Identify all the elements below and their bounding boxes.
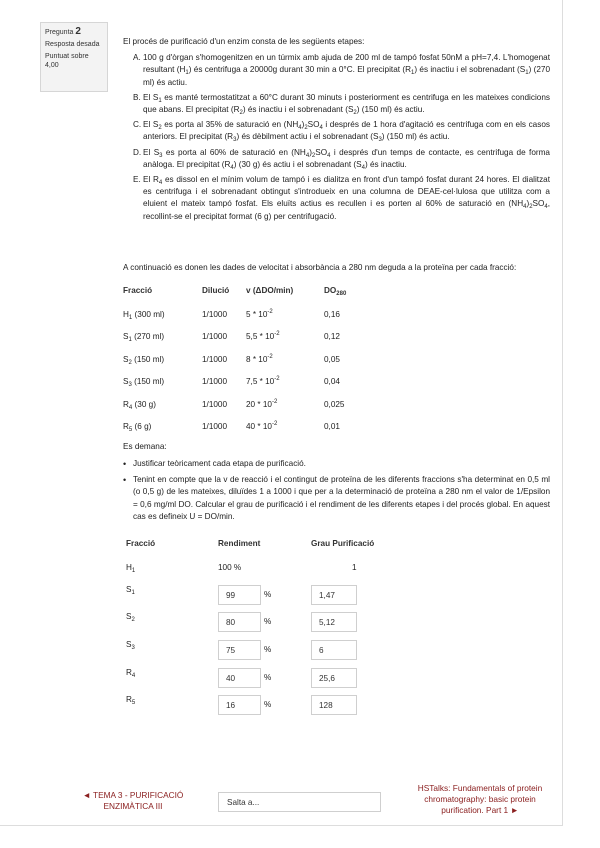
step-subscript: 4	[327, 152, 331, 159]
fraction-amount: (6 g)	[132, 422, 152, 432]
results-row-label	[126, 695, 135, 704]
step-subscript: 2	[158, 125, 162, 132]
step-subscript: 3	[159, 152, 163, 159]
percent-label: %	[264, 590, 272, 599]
velocity-exponent: -2	[271, 398, 278, 405]
step-item	[123, 92, 550, 116]
header-do-subscript: 280	[336, 290, 347, 297]
step-item	[123, 119, 550, 143]
content-frame-right	[562, 0, 563, 825]
header-velocitat: v (ΔDO/min)	[246, 285, 294, 295]
velocity-value: 5 * 10	[246, 309, 268, 319]
velocity-exponent: -2	[274, 331, 280, 338]
velocity-cell	[246, 393, 324, 416]
step-text: , recollint-se el precipitat format (6 g) per centrifugació.	[143, 199, 550, 221]
step-text: i després de 1 hora d'agitació es centrifuga com en els casos anteriors. El precipitat (R	[143, 120, 550, 142]
step-subscript: 4	[158, 180, 163, 187]
dilution-cell: 1/1000	[202, 332, 228, 342]
step-text: El R	[143, 175, 159, 185]
data-table-header	[123, 283, 384, 297]
fraction-subscript: 4	[128, 404, 133, 411]
jump-to-select[interactable]: Salta a...	[218, 792, 381, 812]
do-cell: 0,04	[324, 377, 340, 387]
step-subscript: 4	[230, 164, 234, 171]
grau-value-static: 1	[352, 563, 357, 572]
prev-arrow-icon: ◄	[82, 790, 91, 800]
dilution-cell: 1/1000	[202, 377, 228, 387]
step-text: SO	[532, 199, 545, 209]
velocity-value: 7,5 * 10	[246, 377, 275, 387]
grau-input[interactable]: 128	[311, 695, 357, 715]
table-row	[123, 326, 384, 349]
fraction-letter: R	[126, 695, 132, 704]
fraction-cell	[123, 416, 202, 439]
step-text: i després d'un temps de contacte, es centrifuga de forma anàloga. El precipitat (R	[143, 147, 550, 169]
table-row	[123, 416, 384, 439]
table-row	[123, 393, 384, 416]
fraction-amount: (150 ml)	[131, 354, 165, 364]
percent-label: %	[264, 700, 272, 709]
step-text: ) és inactiu i el sobrenadant (S	[414, 65, 526, 75]
table-intro: A continuació es donen les dades de velocitat i absorbància a 280 nm deguda a la proteïna per cada fracció:	[123, 263, 517, 272]
grau-input[interactable]: 6	[311, 640, 357, 660]
step-text: SO	[307, 120, 320, 130]
step-text: ) (150 ml) és actiu.	[356, 105, 425, 115]
percent-label: %	[264, 617, 272, 626]
step-letter: B.	[133, 92, 141, 102]
fraction-subscript: 1	[128, 337, 132, 344]
grau-input[interactable]: 25,6	[311, 668, 357, 688]
velocity-value: 5,5 * 10	[246, 332, 275, 342]
intro-text: El procés de purificació d'un enzim consta de les següents etapes:	[123, 37, 365, 46]
step-subscript: 4	[319, 125, 323, 132]
fraction-letter: S	[126, 640, 132, 649]
results-header-rendiment: Rendiment	[218, 539, 261, 548]
results-row-label	[126, 612, 135, 621]
percent-label: %	[264, 673, 272, 682]
fraction-subscript: 2	[131, 617, 135, 623]
fraction-subscript: 1	[131, 590, 135, 596]
step-text: ) és inactiu i el sobrenadant (S	[242, 105, 354, 115]
fraction-letter: S	[123, 332, 129, 342]
rendiment-input[interactable]: 80	[218, 612, 261, 632]
step-subscript: 4	[544, 204, 548, 211]
table-row	[123, 348, 384, 371]
rendiment-input[interactable]: 40	[218, 668, 261, 688]
velocity-cell	[246, 416, 324, 439]
step-subscript: 3	[378, 137, 382, 144]
prev-activity-link[interactable]	[68, 790, 198, 812]
velocity-value: 20 * 10	[246, 399, 272, 409]
dilution-cell: 1/1000	[202, 399, 228, 409]
fraction-letter: H	[126, 563, 132, 572]
step-subscript: 2	[353, 110, 357, 117]
step-subscript: 1	[411, 70, 415, 77]
step-text: )	[309, 147, 312, 157]
task-item: • Tenint en compte que la v de reacció i el contingut de proteïna de les diferents fraccions s'ha determinat en 0,5 ml (o 0,5 g) de les mateixes, diluïdes 1 a 1000 i que per a la determinació de proteïna a 280 nm el valor de 1/Epsilon = 0,6 mg/ml DO. Calcular el grau de purificació i el rendiment de les diferents etapes i del procés global. En aquest cas es defineix U = DO/min.	[123, 474, 550, 523]
step-subscript: 4	[523, 204, 527, 211]
step-text: ) (30 g) és actiu i el sobrenadant (S	[233, 159, 362, 169]
fraction-subscript: 5	[128, 427, 133, 434]
ask-label: Es demana:	[123, 442, 167, 451]
header-dilucio: Dilució	[202, 285, 230, 295]
step-text: ) (270 ml) és actiu.	[143, 65, 550, 87]
fraction-letter: S	[126, 585, 132, 594]
fraction-amount: (300 ml)	[132, 309, 165, 319]
question-score: Puntuat sobre 4,00	[45, 53, 89, 69]
steps-list	[123, 52, 550, 223]
next-activity-link[interactable]	[405, 783, 555, 816]
velocity-exponent: -2	[267, 308, 273, 315]
step-text: 100 g d'òrgan s'homogenitzen en un túrmix amb ajuda de 200 ml de tampó fosfat 50nM a pH=7,4. L'homogenat resultant (H	[143, 53, 550, 75]
header-do	[324, 283, 384, 297]
step-text: )	[301, 120, 305, 130]
fraction-cell	[123, 393, 202, 416]
step-subscript: 1	[185, 70, 189, 77]
fraction-subscript: 1	[128, 314, 133, 321]
dilution-cell: 1/1000	[202, 422, 228, 432]
next-activity-label: HSTalks: Fundamentals of protein chromatography: basic protein purification. Part 1	[417, 783, 543, 815]
fraction-letter: S	[126, 612, 132, 621]
task-item: • Justificar teòricament cada etapa de purificació.	[123, 458, 550, 470]
step-text: es porta al 35% de saturació en (NH	[161, 120, 299, 130]
fraction-letter: R	[123, 422, 129, 432]
step-letter: E.	[133, 175, 141, 185]
step-letter: A.	[133, 53, 141, 63]
fraction-subscript: 3	[128, 382, 132, 389]
velocity-value: 40 * 10	[246, 422, 272, 432]
velocity-cell	[246, 371, 324, 394]
fraction-amount: (150 ml)	[131, 377, 165, 387]
do-cell: 0,05	[324, 354, 340, 364]
step-text: El S	[143, 120, 159, 130]
header-do-label: DO	[324, 285, 337, 295]
fraction-letter: S	[123, 354, 129, 364]
rendiment-input[interactable]: 16	[218, 695, 261, 715]
data-table	[123, 283, 384, 438]
step-text: es manté termostatitzat a 60°C durant 30 minuts i posteriorment es centrifuga en les mateixes condicions que abans. El precipitat (R	[143, 92, 550, 115]
fraction-letter: S	[123, 377, 129, 387]
next-arrow-icon: ►	[510, 805, 519, 815]
fraction-subscript: 4	[131, 673, 136, 679]
step-subscript: 4	[361, 164, 365, 171]
velocity-exponent: -2	[274, 376, 280, 383]
step-text: El S	[143, 92, 159, 102]
results-header-fraccio: Fracció	[126, 539, 156, 548]
fraction-subscript: 5	[131, 700, 136, 706]
results-header-grau: Grau Purificació	[311, 539, 375, 548]
grau-input[interactable]: 1,47	[311, 585, 357, 605]
question-number-value: 2	[75, 26, 81, 37]
fraction-letter: R	[126, 668, 132, 677]
step-letter: D.	[133, 147, 142, 157]
step-subscript: 3	[233, 137, 237, 144]
step-item	[123, 174, 550, 223]
velocity-value: 8 * 10	[246, 354, 268, 364]
fraction-subscript: 1	[131, 568, 136, 574]
velocity-cell	[246, 326, 324, 349]
table-row	[123, 303, 384, 326]
do-cell: 0,16	[324, 309, 340, 319]
do-cell: 0,12	[324, 332, 340, 342]
question-text	[123, 36, 550, 226]
question-label: Pregunta	[45, 29, 74, 36]
rendiment-input[interactable]: 75	[218, 640, 261, 660]
do-cell: 0,025	[324, 399, 345, 409]
fraction-cell	[123, 326, 202, 349]
prev-activity-label: TEMA 3 - PURIFICACIÓ ENZIMÀTICA III	[93, 790, 184, 811]
velocity-exponent: -2	[267, 353, 273, 360]
results-row-label	[126, 585, 135, 594]
fraction-amount: (270 ml)	[131, 332, 165, 342]
fraction-amount: (30 g)	[132, 399, 156, 409]
step-text: ) és centrifuga a 20000g durant 30 min a 0°C. El precipitat (R	[188, 65, 411, 75]
step-text: )	[526, 199, 530, 209]
step-text: es porta al 60% de saturació en (NH	[162, 147, 306, 157]
fraction-cell	[123, 371, 202, 394]
velocity-exponent: -2	[271, 421, 278, 428]
percent-label: %	[264, 645, 272, 654]
question-state: Resposta desada	[45, 41, 100, 48]
step-subscript: 4	[305, 152, 310, 159]
rendiment-value-static: 100 %	[218, 563, 242, 572]
step-subscript: 2	[239, 110, 243, 117]
step-letter: C.	[133, 120, 142, 130]
step-text: es dissol en el mínim volum de tampó i es dialitza en front d'un tampó fosfat durant 24 hores. El dialitzat es centrifuga i el sobrenadant obtingut s'introdueix en una columna de DEAE-cel·lulosa que utilitza com a eluient el mateix tampó fosfat. Els eluïts actius es recullen i es porten al 60% de saturació en (NH	[143, 175, 551, 209]
step-text: ) (150 ml) és actiu.	[381, 132, 450, 142]
results-row-label	[126, 563, 135, 572]
data-table-body	[123, 297, 384, 438]
rendiment-input[interactable]: 99	[218, 585, 261, 605]
velocity-cell	[246, 303, 324, 326]
dilution-cell: 1/1000	[202, 309, 228, 319]
question-info-box	[40, 22, 108, 92]
fraction-letter: R	[123, 399, 129, 409]
step-subscript: 1	[158, 97, 162, 104]
results-row-label	[126, 640, 135, 649]
step-subscript: 1	[525, 70, 529, 77]
step-subscript: 2	[304, 125, 308, 132]
step-item	[123, 52, 550, 89]
fraction-subscript: 2	[128, 359, 132, 366]
step-subscript: 2	[529, 204, 533, 211]
results-row-label	[126, 668, 135, 677]
question-number	[45, 27, 103, 37]
step-text: SO	[315, 147, 328, 157]
header-fraccio: Fracció	[123, 285, 153, 295]
step-text: ) és inactiu.	[364, 159, 407, 169]
grau-input[interactable]: 5,12	[311, 612, 357, 632]
fraction-letter: H	[123, 309, 129, 319]
dilution-cell: 1/1000	[202, 354, 228, 364]
task-list	[123, 458, 550, 527]
step-item	[123, 147, 550, 171]
fraction-cell	[123, 348, 202, 371]
step-subscript: 2	[311, 152, 316, 159]
step-text: El S	[143, 147, 160, 157]
table-row	[123, 371, 384, 394]
do-cell: 0,01	[324, 422, 340, 432]
velocity-cell	[246, 348, 324, 371]
step-subscript: 4	[298, 125, 302, 132]
content-frame-bottom	[0, 825, 563, 826]
fraction-subscript: 3	[131, 645, 135, 651]
step-text: ) és dèbilment actiu i el sobrenadant (S	[236, 132, 379, 142]
fraction-cell	[123, 303, 202, 326]
